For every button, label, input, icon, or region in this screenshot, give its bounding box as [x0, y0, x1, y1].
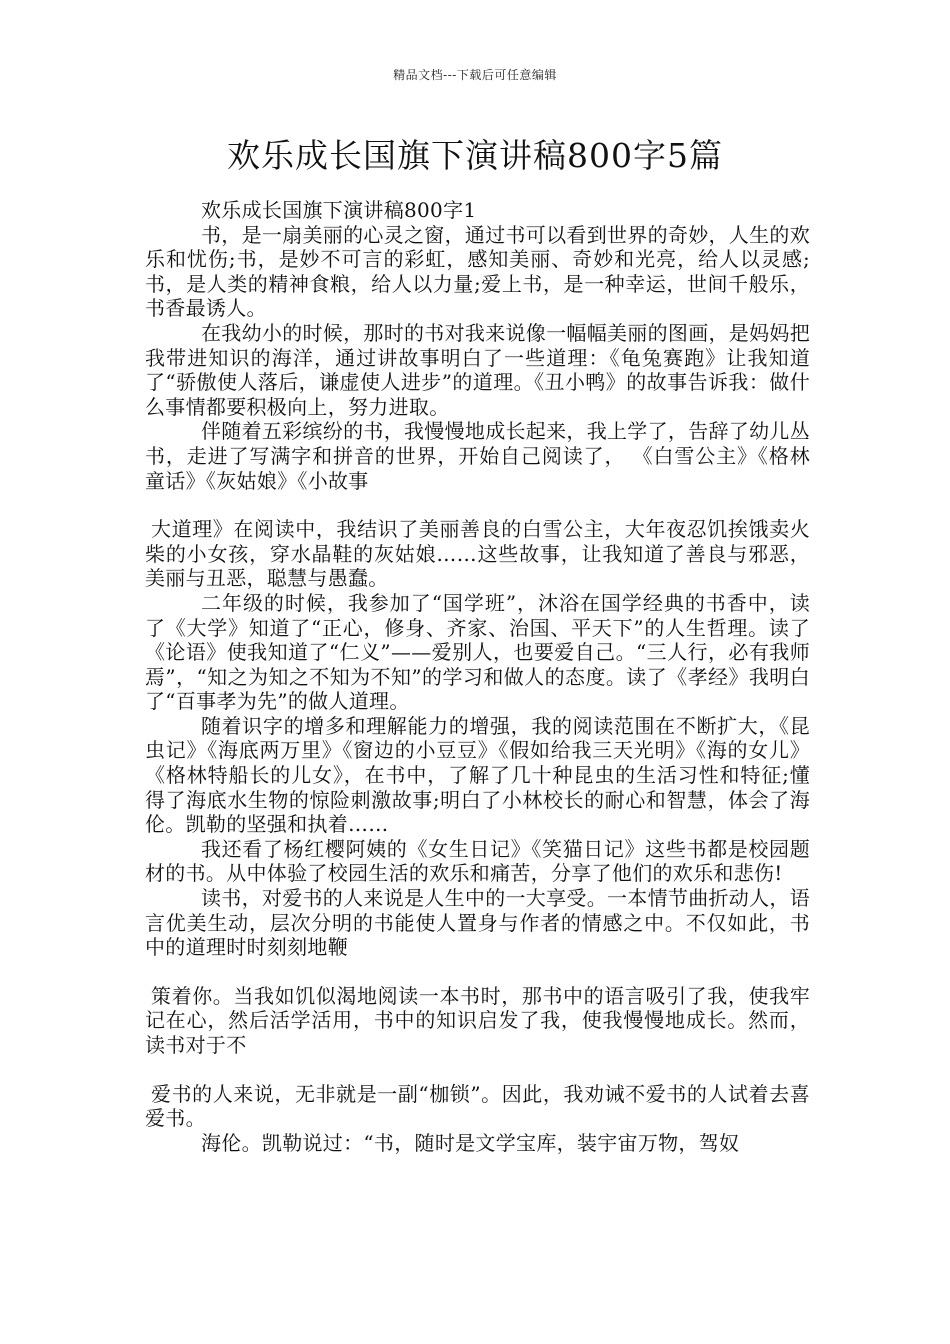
paragraph: 在我幼小的时候，那时的书对我来说像一幅幅美丽的图画，是妈妈把我带进知识的海洋，通过讲故事明白了一些道理：《龟兔赛跑》让我知道了“骄傲使人落后，谦虚使人进步”的道理。《丑小鸭》的故事告诉我：做什么事情都要积极向上，努力进取。	[145, 320, 810, 419]
paragraph: 二年级的时候，我参加了“国学班”，沐浴在国学经典的书香中，读了《大学》知道了“正心，修身、齐家、治国、平天下”的人生哲理。读了《论语》使我知道了“仁义”——爱别人，也要爱自己。“三人行，必有我师焉”，“知之为知之不知为不知”的学习和做人的态度。读了《孝经》我明白了“百事孝为先”的做人道理。	[145, 590, 810, 714]
page-break-gap	[145, 1058, 810, 1082]
paragraph-continuation: 大道理》在阅读中，我结识了美丽善良的白雪公主，大年夜忍饥挨饿卖火柴的小女孩，穿水晶鞋的灰姑娘……这些故事，让我知道了善良与邪恶，美丽与丑恶，聪慧与愚蠢。	[145, 517, 810, 591]
document-title: 欢乐成长国旗下演讲稿800字5篇	[227, 136, 723, 175]
page-break-gap	[145, 493, 810, 517]
header-note: 精品文档---下载后可任意编辑	[393, 68, 557, 82]
section-subtitle: 欢乐成长国旗下演讲稿800字1	[201, 198, 477, 222]
document-body	[145, 198, 810, 1155]
paragraph: 我还看了杨红樱阿姨的《女生日记》《笑猫日记》这些书都是校园题材的书。从中体验了校园生活的欢乐和痛苦，分享了他们的欢乐和悲伤!	[145, 836, 810, 886]
paragraph: 海伦。凯勒说过：“书，随时是文学宝库，装宇宙万物，驾奴	[201, 1130, 740, 1155]
paragraph: 伴随着五彩缤纷的书，我慢慢地成长起来，我上学了，告辞了幼儿丛书，走进了写满字和拼音的世界，开始自己阅读了， 《白雪公主》《格林童话》《灰姑娘》《小故事	[145, 419, 810, 493]
paragraph: 随着识字的增多和理解能力的增强，我的阅读范围在不断扩大，《昆虫记》《海底两万里》《窗边的小豆豆》《假如给我三天光明》《海的女儿》《格林特船长的儿女》，在书中，了解了几十种昆虫的生活习性和特征;懂得了海底水生物的惊险刺激故事;明白了小林校长的耐心和智慧，体会了海伦。凯勒的坚强和执着……	[145, 713, 810, 837]
paragraph-continuation: 爱书的人来说，无非就是一副“枷锁”。因此，我劝诫不爱书的人试着去喜爱书。	[145, 1081, 810, 1131]
page-break-gap	[145, 960, 810, 984]
paragraph: 书，是一扇美丽的心灵之窗，通过书可以看到世界的奇妙，人生的欢乐和忧伤;书，是妙不可言的彩虹，感知美丽、奇妙和光亮，给人以灵感;书，是人类的精神食粮，给人以力量;爱上书，是一种幸运，世间千般乐，书香最诱人。	[145, 222, 810, 321]
paragraph-continuation: 策着你。当我如饥似渴地阅读一本书时，那书中的语言吸引了我，使我牢记在心，然后活学活用，书中的知识启发了我，使我慢慢地成长。然而，读书对于不	[145, 983, 810, 1057]
paragraph: 读书，对爱书的人来说是人生中的一大享受。一本情节曲折动人，语言优美生动，层次分明的书能使人置身与作者的情感之中。不仅如此，书中的道理时时刻刻地鞭	[145, 886, 810, 960]
